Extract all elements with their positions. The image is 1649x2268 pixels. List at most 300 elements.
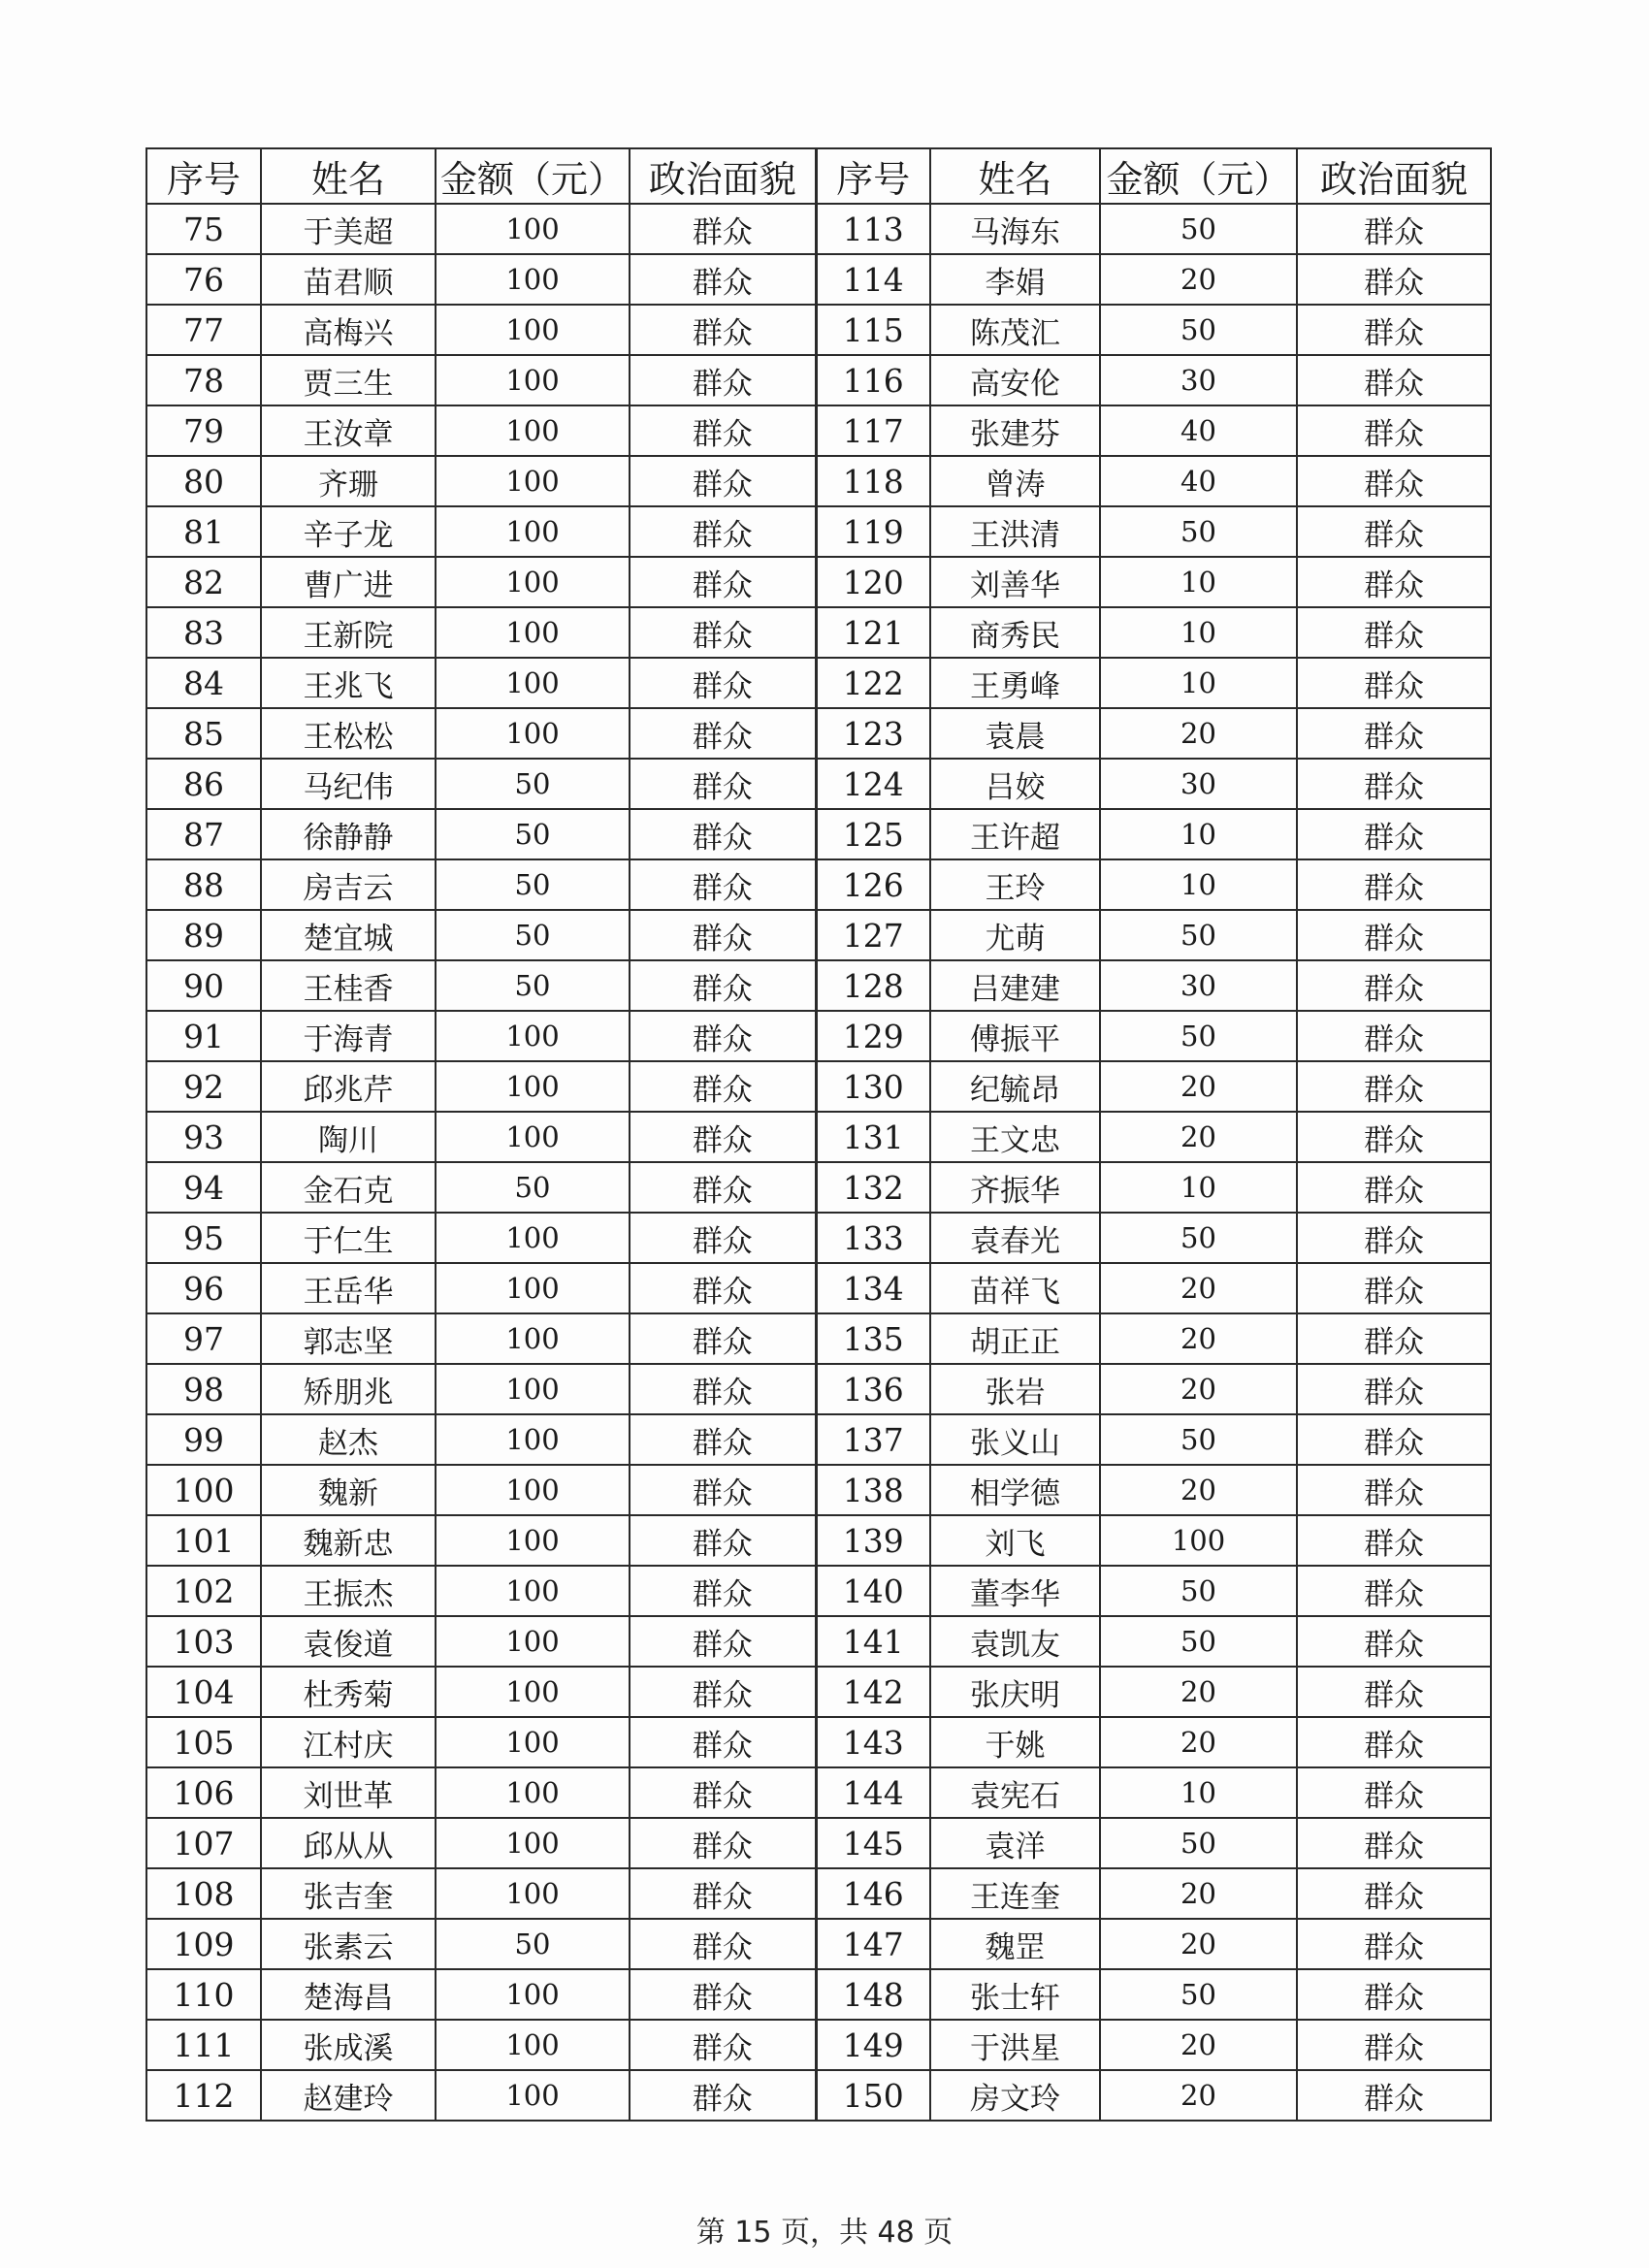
cell-serial: 98 (146, 1364, 261, 1414)
cell-serial: 129 (816, 1011, 930, 1061)
cell-amount: 100 (436, 1414, 630, 1465)
cell-name: 刘世革 (261, 1767, 436, 1818)
cell-amount: 20 (1100, 254, 1297, 305)
cell-amount: 50 (436, 1919, 630, 1969)
cell-amount: 100 (436, 1969, 630, 2020)
header-amount: 金额（元） (1100, 148, 1297, 204)
cell-political-status: 群众 (1297, 1364, 1491, 1414)
cell-amount: 50 (1100, 1213, 1297, 1263)
cell-name: 于海青 (261, 1011, 436, 1061)
cell-political-status: 群众 (630, 557, 816, 607)
cell-amount: 100 (436, 1112, 630, 1162)
table-row (146, 405, 1491, 456)
table-row (146, 1263, 1491, 1313)
cell-political-status: 群众 (630, 607, 816, 658)
cell-amount: 20 (1100, 1667, 1297, 1717)
cell-serial: 79 (146, 405, 261, 456)
cell-amount: 100 (436, 1818, 630, 1868)
cell-political-status: 群众 (1297, 1616, 1491, 1667)
table-row (146, 1112, 1491, 1162)
cell-political-status: 群众 (1297, 1162, 1491, 1213)
cell-political-status: 群众 (630, 456, 816, 506)
cell-amount: 50 (436, 759, 630, 809)
cell-serial: 86 (146, 759, 261, 809)
table-row (146, 1868, 1491, 1919)
cell-name: 王汝章 (261, 405, 436, 456)
cell-name: 房吉云 (261, 859, 436, 910)
cell-name: 王振杰 (261, 1566, 436, 1616)
cell-amount: 100 (436, 1717, 630, 1767)
cell-name: 王兆飞 (261, 658, 436, 708)
cell-amount: 100 (436, 607, 630, 658)
cell-amount: 20 (1100, 1112, 1297, 1162)
cell-amount: 50 (436, 809, 630, 859)
cell-amount: 20 (1100, 1919, 1297, 1969)
cell-name: 房文玲 (930, 2070, 1100, 2121)
table-row (146, 1969, 1491, 2020)
table-row (146, 1061, 1491, 1112)
cell-name: 徐静静 (261, 809, 436, 859)
cell-amount: 10 (1100, 658, 1297, 708)
cell-political-status: 群众 (1297, 759, 1491, 809)
cell-name: 刘善华 (930, 557, 1100, 607)
cell-amount: 50 (1100, 910, 1297, 960)
table-row (146, 204, 1491, 254)
table-header-row (146, 148, 1491, 204)
cell-serial: 133 (816, 1213, 930, 1263)
cell-serial: 145 (816, 1818, 930, 1868)
cell-serial: 101 (146, 1515, 261, 1566)
cell-serial: 112 (146, 2070, 261, 2121)
cell-political-status: 群众 (1297, 809, 1491, 859)
table-row (146, 1717, 1491, 1767)
cell-amount: 100 (436, 1364, 630, 1414)
table-body (146, 204, 1491, 2121)
cell-political-status: 群众 (1297, 405, 1491, 456)
table-row (146, 1919, 1491, 1969)
cell-political-status: 群众 (1297, 1969, 1491, 2020)
cell-political-status: 群众 (630, 1011, 816, 1061)
cell-serial: 115 (816, 305, 930, 355)
cell-serial: 149 (816, 2020, 930, 2070)
cell-serial: 80 (146, 456, 261, 506)
cell-serial: 90 (146, 960, 261, 1011)
cell-amount: 30 (1100, 960, 1297, 1011)
cell-political-status: 群众 (1297, 658, 1491, 708)
cell-political-status: 群众 (630, 1414, 816, 1465)
cell-political-status: 群众 (1297, 1868, 1491, 1919)
header-serial: 序号 (146, 148, 261, 204)
cell-political-status: 群众 (1297, 607, 1491, 658)
cell-amount: 20 (1100, 1263, 1297, 1313)
cell-political-status: 群众 (1297, 557, 1491, 607)
cell-name: 袁晨 (930, 708, 1100, 759)
cell-political-status: 群众 (630, 2020, 816, 2070)
cell-serial: 131 (816, 1112, 930, 1162)
cell-serial: 130 (816, 1061, 930, 1112)
cell-name: 邱从从 (261, 1818, 436, 1868)
cell-political-status: 群众 (630, 1767, 816, 1818)
cell-serial: 75 (146, 204, 261, 254)
cell-name: 于洪星 (930, 2020, 1100, 2070)
cell-amount: 100 (436, 1061, 630, 1112)
cell-serial: 116 (816, 355, 930, 405)
cell-serial: 100 (146, 1465, 261, 1515)
cell-political-status: 群众 (1297, 1313, 1491, 1364)
cell-political-status: 群众 (630, 1364, 816, 1414)
cell-serial: 139 (816, 1515, 930, 1566)
cell-name: 袁洋 (930, 1818, 1100, 1868)
cell-name: 江村庆 (261, 1717, 436, 1767)
cell-amount: 50 (436, 910, 630, 960)
cell-political-status: 群众 (630, 254, 816, 305)
cell-political-status: 群众 (630, 204, 816, 254)
header-political-status: 政治面貌 (630, 148, 816, 204)
cell-name: 王玲 (930, 859, 1100, 910)
cell-serial: 105 (146, 1717, 261, 1767)
cell-name: 胡正正 (930, 1313, 1100, 1364)
table-row (146, 1667, 1491, 1717)
table-row (146, 658, 1491, 708)
table-row (146, 1767, 1491, 1818)
cell-name: 张素云 (261, 1919, 436, 1969)
cell-political-status: 群众 (1297, 2020, 1491, 2070)
cell-name: 王岳华 (261, 1263, 436, 1313)
cell-serial: 118 (816, 456, 930, 506)
cell-serial: 78 (146, 355, 261, 405)
cell-amount: 10 (1100, 1767, 1297, 1818)
cell-amount: 100 (436, 1313, 630, 1364)
cell-political-status: 群众 (630, 910, 816, 960)
cell-name: 齐振华 (930, 1162, 1100, 1213)
cell-serial: 104 (146, 1667, 261, 1717)
cell-amount: 30 (1100, 355, 1297, 405)
cell-amount: 50 (1100, 1818, 1297, 1868)
cell-serial: 93 (146, 1112, 261, 1162)
cell-name: 郭志坚 (261, 1313, 436, 1364)
cell-amount: 100 (436, 1767, 630, 1818)
cell-amount: 100 (436, 355, 630, 405)
cell-name: 于姚 (930, 1717, 1100, 1767)
table-row (146, 506, 1491, 557)
table-row (146, 1313, 1491, 1364)
table-row (146, 1364, 1491, 1414)
cell-serial: 103 (146, 1616, 261, 1667)
cell-name: 赵建玲 (261, 2070, 436, 2121)
cell-name: 曹广进 (261, 557, 436, 607)
cell-political-status: 群众 (1297, 1112, 1491, 1162)
cell-political-status: 群众 (630, 960, 816, 1011)
cell-serial: 148 (816, 1969, 930, 2020)
cell-political-status: 群众 (630, 1313, 816, 1364)
cell-amount: 100 (436, 254, 630, 305)
cell-amount: 20 (1100, 1868, 1297, 1919)
cell-political-status: 群众 (630, 1112, 816, 1162)
cell-serial: 138 (816, 1465, 930, 1515)
cell-serial: 81 (146, 506, 261, 557)
cell-serial: 119 (816, 506, 930, 557)
header-political-status: 政治面貌 (1297, 148, 1491, 204)
cell-political-status: 群众 (630, 1213, 816, 1263)
cell-political-status: 群众 (630, 1162, 816, 1213)
cell-amount: 20 (1100, 2020, 1297, 2070)
cell-political-status: 群众 (1297, 708, 1491, 759)
cell-amount: 100 (436, 305, 630, 355)
cell-name: 马纪伟 (261, 759, 436, 809)
cell-amount: 100 (436, 2020, 630, 2070)
cell-amount: 100 (436, 405, 630, 456)
cell-amount: 20 (1100, 1465, 1297, 1515)
cell-amount: 50 (1100, 1414, 1297, 1465)
cell-serial: 88 (146, 859, 261, 910)
cell-name: 王勇峰 (930, 658, 1100, 708)
cell-amount: 100 (436, 1515, 630, 1566)
cell-name: 王新院 (261, 607, 436, 658)
table-row (146, 708, 1491, 759)
cell-name: 曾涛 (930, 456, 1100, 506)
cell-name: 苗祥飞 (930, 1263, 1100, 1313)
cell-amount: 50 (1100, 1011, 1297, 1061)
cell-serial: 96 (146, 1263, 261, 1313)
cell-serial: 92 (146, 1061, 261, 1112)
cell-name: 张庆明 (930, 1667, 1100, 1717)
cell-political-status: 群众 (1297, 1717, 1491, 1767)
cell-amount: 10 (1100, 557, 1297, 607)
cell-name: 尤萌 (930, 910, 1100, 960)
cell-political-status: 群众 (1297, 1414, 1491, 1465)
cell-amount: 100 (436, 557, 630, 607)
table-row (146, 910, 1491, 960)
cell-serial: 142 (816, 1667, 930, 1717)
cell-political-status: 群众 (630, 759, 816, 809)
cell-political-status: 群众 (630, 1263, 816, 1313)
cell-amount: 50 (436, 859, 630, 910)
table-row (146, 456, 1491, 506)
cell-serial: 123 (816, 708, 930, 759)
cell-serial: 140 (816, 1566, 930, 1616)
cell-serial: 147 (816, 1919, 930, 1969)
header-amount: 金额（元） (436, 148, 630, 204)
cell-political-status: 群众 (630, 355, 816, 405)
cell-name: 陶川 (261, 1112, 436, 1162)
cell-political-status: 群众 (630, 1465, 816, 1515)
table-row (146, 759, 1491, 809)
cell-amount: 50 (436, 960, 630, 1011)
cell-serial: 136 (816, 1364, 930, 1414)
cell-political-status: 群众 (1297, 1061, 1491, 1112)
cell-name: 陈茂汇 (930, 305, 1100, 355)
cell-political-status: 群众 (630, 506, 816, 557)
cell-serial: 126 (816, 859, 930, 910)
cell-serial: 113 (816, 204, 930, 254)
cell-name: 金石克 (261, 1162, 436, 1213)
table-row (146, 1515, 1491, 1566)
cell-amount: 100 (436, 1616, 630, 1667)
cell-name: 于仁生 (261, 1213, 436, 1263)
cell-name: 傅振平 (930, 1011, 1100, 1061)
cell-serial: 99 (146, 1414, 261, 1465)
table-row (146, 2020, 1491, 2070)
cell-name: 纪毓昂 (930, 1061, 1100, 1112)
cell-serial: 108 (146, 1868, 261, 1919)
cell-serial: 76 (146, 254, 261, 305)
cell-political-status: 群众 (630, 1818, 816, 1868)
cell-political-status: 群众 (630, 1061, 816, 1112)
cell-name: 苗君顺 (261, 254, 436, 305)
cell-name: 辛子龙 (261, 506, 436, 557)
cell-name: 高安伦 (930, 355, 1100, 405)
cell-serial: 95 (146, 1213, 261, 1263)
cell-political-status: 群众 (1297, 859, 1491, 910)
cell-serial: 89 (146, 910, 261, 960)
cell-serial: 150 (816, 2070, 930, 2121)
cell-serial: 137 (816, 1414, 930, 1465)
cell-serial: 135 (816, 1313, 930, 1364)
cell-political-status: 群众 (630, 809, 816, 859)
cell-name: 齐珊 (261, 456, 436, 506)
cell-political-status: 群众 (630, 658, 816, 708)
cell-serial: 84 (146, 658, 261, 708)
cell-political-status: 群众 (1297, 1566, 1491, 1616)
cell-amount: 20 (1100, 1364, 1297, 1414)
cell-serial: 132 (816, 1162, 930, 1213)
cell-amount: 50 (1100, 204, 1297, 254)
cell-name: 张吉奎 (261, 1868, 436, 1919)
cell-political-status: 群众 (630, 1919, 816, 1969)
cell-amount: 30 (1100, 759, 1297, 809)
cell-serial: 102 (146, 1566, 261, 1616)
cell-serial: 125 (816, 809, 930, 859)
cell-political-status: 群众 (630, 708, 816, 759)
cell-name: 邱兆芹 (261, 1061, 436, 1112)
cell-serial: 134 (816, 1263, 930, 1313)
cell-political-status: 群众 (1297, 1465, 1491, 1515)
cell-political-status: 群众 (630, 1969, 816, 2020)
cell-name: 袁宪石 (930, 1767, 1100, 1818)
cell-name: 张义山 (930, 1414, 1100, 1465)
cell-name: 袁俊道 (261, 1616, 436, 1667)
cell-serial: 127 (816, 910, 930, 960)
cell-amount: 20 (1100, 2070, 1297, 2121)
cell-name: 高梅兴 (261, 305, 436, 355)
cell-serial: 87 (146, 809, 261, 859)
cell-name: 魏新忠 (261, 1515, 436, 1566)
cell-serial: 106 (146, 1767, 261, 1818)
cell-amount: 40 (1100, 405, 1297, 456)
cell-name: 楚海昌 (261, 1969, 436, 2020)
donation-table (146, 147, 1492, 2122)
cell-serial: 94 (146, 1162, 261, 1213)
cell-political-status: 群众 (630, 2070, 816, 2121)
cell-amount: 50 (436, 1162, 630, 1213)
cell-name: 于美超 (261, 204, 436, 254)
cell-political-status: 群众 (1297, 254, 1491, 305)
cell-political-status: 群众 (1297, 1213, 1491, 1263)
cell-amount: 100 (436, 456, 630, 506)
cell-serial: 124 (816, 759, 930, 809)
table-row (146, 355, 1491, 405)
cell-political-status: 群众 (1297, 1767, 1491, 1818)
table-row (146, 557, 1491, 607)
cell-political-status: 群众 (1297, 1263, 1491, 1313)
cell-name: 贾三生 (261, 355, 436, 405)
table-row (146, 1414, 1491, 1465)
cell-name: 矫朋兆 (261, 1364, 436, 1414)
cell-political-status: 群众 (630, 1717, 816, 1767)
cell-name: 楚宜城 (261, 910, 436, 960)
cell-amount: 20 (1100, 708, 1297, 759)
cell-amount: 100 (436, 1213, 630, 1263)
header-serial: 序号 (816, 148, 930, 204)
cell-political-status: 群众 (1297, 355, 1491, 405)
cell-name: 魏新 (261, 1465, 436, 1515)
cell-name: 张成溪 (261, 2020, 436, 2070)
cell-name: 杜秀菊 (261, 1667, 436, 1717)
cell-political-status: 群众 (1297, 2070, 1491, 2121)
cell-amount: 100 (436, 1465, 630, 1515)
cell-amount: 10 (1100, 607, 1297, 658)
cell-political-status: 群众 (1297, 1011, 1491, 1061)
cell-political-status: 群众 (1297, 506, 1491, 557)
table-row (146, 859, 1491, 910)
cell-name: 王松松 (261, 708, 436, 759)
cell-political-status: 群众 (630, 859, 816, 910)
cell-serial: 111 (146, 2020, 261, 2070)
cell-serial: 143 (816, 1717, 930, 1767)
cell-amount: 10 (1100, 809, 1297, 859)
cell-serial: 97 (146, 1313, 261, 1364)
cell-name: 张建芬 (930, 405, 1100, 456)
cell-amount: 100 (436, 1011, 630, 1061)
cell-political-status: 群众 (1297, 1818, 1491, 1868)
cell-political-status: 群众 (630, 305, 816, 355)
cell-serial: 82 (146, 557, 261, 607)
table-row (146, 305, 1491, 355)
cell-amount: 40 (1100, 456, 1297, 506)
cell-name: 吕姣 (930, 759, 1100, 809)
header-name: 姓名 (261, 148, 436, 204)
cell-name: 魏罡 (930, 1919, 1100, 1969)
cell-name: 王许超 (930, 809, 1100, 859)
cell-name: 袁凯友 (930, 1616, 1100, 1667)
cell-amount: 20 (1100, 1061, 1297, 1112)
cell-political-status: 群众 (1297, 960, 1491, 1011)
cell-amount: 100 (436, 204, 630, 254)
cell-political-status: 群众 (630, 405, 816, 456)
cell-name: 商秀民 (930, 607, 1100, 658)
cell-political-status: 群众 (630, 1667, 816, 1717)
cell-amount: 100 (436, 1263, 630, 1313)
cell-serial: 146 (816, 1868, 930, 1919)
cell-amount: 50 (1100, 305, 1297, 355)
cell-amount: 100 (436, 708, 630, 759)
cell-amount: 100 (1100, 1515, 1297, 1566)
cell-name: 赵杰 (261, 1414, 436, 1465)
cell-political-status: 群众 (630, 1616, 816, 1667)
cell-serial: 141 (816, 1616, 930, 1667)
cell-political-status: 群众 (1297, 910, 1491, 960)
cell-political-status: 群众 (630, 1868, 816, 1919)
table-row (146, 1011, 1491, 1061)
cell-name: 袁春光 (930, 1213, 1100, 1263)
cell-name: 相学德 (930, 1465, 1100, 1515)
cell-political-status: 群众 (1297, 456, 1491, 506)
cell-serial: 144 (816, 1767, 930, 1818)
cell-amount: 100 (436, 506, 630, 557)
cell-name: 吕建建 (930, 960, 1100, 1011)
cell-political-status: 群众 (630, 1515, 816, 1566)
cell-political-status: 群众 (1297, 1515, 1491, 1566)
